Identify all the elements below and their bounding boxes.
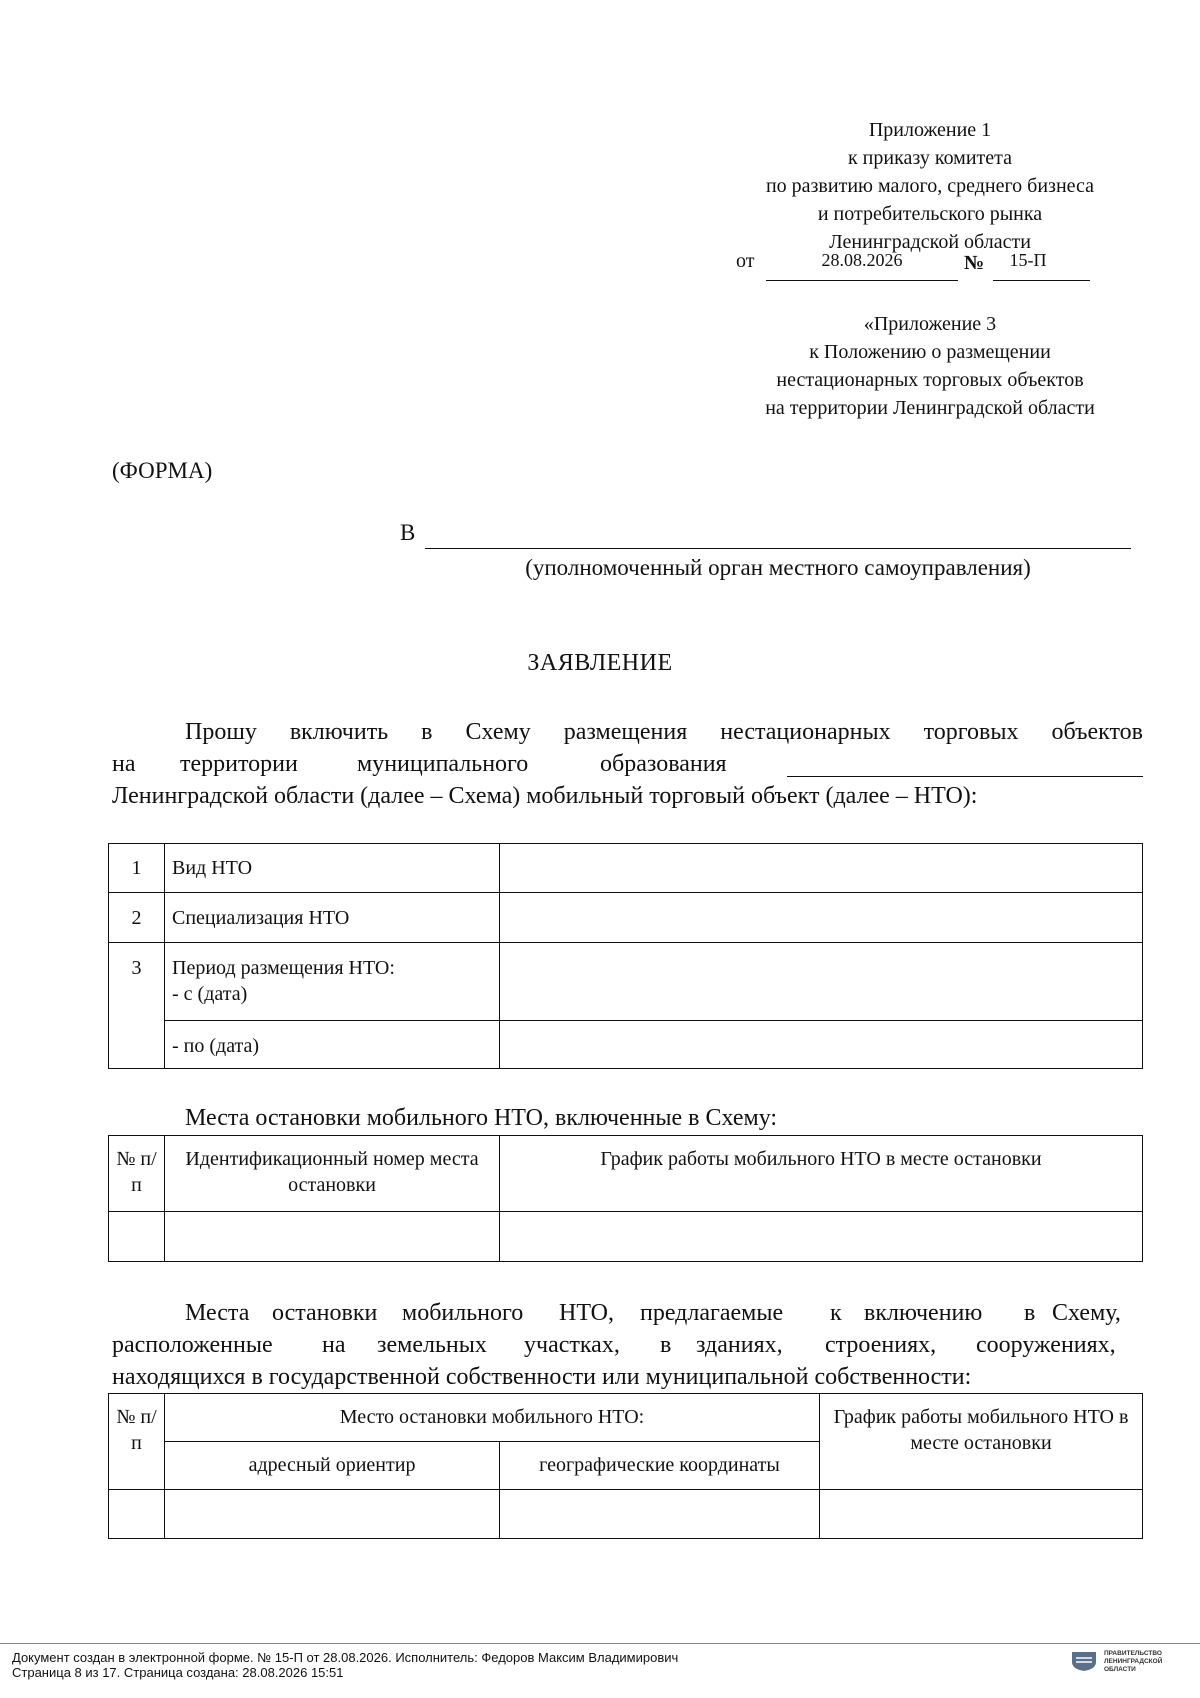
footer-text: [12, 1650, 678, 1680]
row-value-cell[interactable]: [500, 893, 1143, 943]
intro-word: территории: [180, 751, 298, 777]
appendix-line: к Положению о размещении: [809, 341, 1051, 363]
row-label: Специализация НТО: [165, 893, 500, 943]
footer-line-2: Страница 8 из 17. Страница создана: 28.08.2026 15:51: [12, 1665, 344, 1680]
header-line: по развитию малого, среднего бизнеса: [765, 175, 1095, 197]
table-row: [109, 893, 1143, 943]
section3-line-3: находящихся в государственной собственности или муниципальной собственности:: [112, 1364, 972, 1390]
row-label: Вид НТО: [165, 844, 500, 893]
period-to-label: - по (дата): [165, 1021, 500, 1069]
appendix-line: на территории Ленинградской области: [765, 397, 1095, 419]
addressee-underline: [425, 548, 1131, 549]
document-title: ЗАЯВЛЕНИЕ: [527, 650, 673, 676]
empty-cell[interactable]: [165, 1490, 500, 1539]
section3-word: Места: [185, 1300, 250, 1326]
section3-word: на: [322, 1332, 346, 1358]
col-header-schedule: График работы мобильного НТО в месте остановки: [820, 1394, 1143, 1490]
date-prefix: от: [736, 250, 755, 272]
row-label: [165, 943, 500, 1021]
section2-heading: Места остановки мобильного НТО, включенные в Схему:: [185, 1105, 778, 1131]
order-number: 15-П: [1009, 250, 1047, 270]
section3-word: зданиях,: [696, 1332, 783, 1358]
addressee-caption: (уполномоченный орган местного самоуправления): [525, 555, 1031, 580]
table-header-row: [109, 1394, 1143, 1442]
date-underline: [766, 280, 958, 281]
empty-cell[interactable]: [500, 1212, 1143, 1262]
appendix-line: нестационарных торговых объектов: [776, 369, 1084, 391]
col-header-address: адресный ориентир: [165, 1442, 500, 1490]
section3-paragraph: [112, 1297, 1143, 1393]
empty-cell[interactable]: [109, 1212, 165, 1262]
row-number: 1: [109, 844, 165, 893]
row-value-cell[interactable]: [500, 1021, 1143, 1069]
intro-line-1: Прошу включить в Схему размещения нестационарных торговых объектов: [185, 719, 1143, 745]
col-header-coords: географические координаты: [500, 1442, 820, 1490]
section3-word: участках,: [524, 1332, 620, 1358]
row-value-cell[interactable]: [500, 943, 1143, 1021]
proposed-stops-table: [108, 1393, 1143, 1539]
section3-word: строениях,: [825, 1332, 937, 1358]
col-header-num: № п/п: [109, 1394, 165, 1490]
section3-word: земельных: [377, 1332, 487, 1358]
col-header-num: № п/п: [109, 1136, 165, 1212]
header-line: Приложение 1: [868, 119, 992, 141]
empty-cell[interactable]: [500, 1490, 820, 1539]
government-logo-text: ПРАВИТЕЛЬСТВО ЛЕНИНГРАДСКОЙ ОБЛАСТИ: [1104, 1650, 1163, 1673]
addressee-prefix: В: [400, 520, 416, 545]
section3-word: включению: [864, 1300, 983, 1326]
empty-cell[interactable]: [165, 1212, 500, 1262]
col-header-id: Идентификационный номер места остановки: [165, 1136, 500, 1212]
government-emblem-icon: [1070, 1650, 1098, 1672]
header-line: к приказу комитета: [847, 147, 1013, 169]
row-number: 2: [109, 893, 165, 943]
table-row: [109, 943, 1143, 1021]
col-header-place: Место остановки мобильного НТО:: [165, 1394, 820, 1442]
footer-divider: [0, 1643, 1200, 1644]
header-block: [700, 116, 1160, 256]
intro-word: на: [112, 751, 136, 777]
section3-word: сооружениях,: [976, 1332, 1116, 1358]
included-stops-table: [108, 1135, 1143, 1262]
section3-word: мобильного: [402, 1300, 524, 1326]
order-date: 28.08.2026: [821, 250, 903, 270]
section3-word: предлагаемые: [640, 1300, 784, 1326]
col-header-schedule: График работы мобильного НТО в месте остановки: [500, 1136, 1143, 1212]
section3-word: НТО,: [559, 1300, 615, 1326]
row-number: 3: [109, 943, 165, 1069]
empty-cell[interactable]: [109, 1490, 165, 1539]
period-label: Период размещения НТО:: [172, 957, 395, 979]
appendix-block: [700, 310, 1160, 422]
intro-line-2: [112, 748, 1143, 780]
header-line: Ленинградской области: [829, 231, 1031, 253]
number-underline: [993, 280, 1090, 281]
period-from-label: - с (дата): [172, 983, 248, 1005]
section3-line-1: [112, 1297, 1143, 1329]
intro-word: образования: [600, 751, 727, 777]
row-value-cell[interactable]: [500, 844, 1143, 893]
header-line: и потребительского рынка: [817, 203, 1043, 225]
intro-word: муниципального: [357, 751, 529, 777]
section3-line-2: [112, 1329, 1143, 1361]
nto-info-table: [108, 843, 1143, 1069]
section3-word: в: [660, 1332, 672, 1358]
table-row: [109, 1021, 1143, 1069]
number-prefix: №: [964, 252, 985, 274]
section3-word: расположенные: [112, 1332, 273, 1358]
section3-word: Схему,: [1052, 1300, 1121, 1326]
section3-word: остановки: [272, 1300, 378, 1326]
intro-line-3: Ленинградской области (далее – Схема) мобильный торговый объект (далее – НТО):: [112, 783, 978, 809]
form-label: (ФОРМА): [112, 458, 213, 483]
section3-word: к: [830, 1300, 842, 1326]
section3-word: в: [1024, 1300, 1036, 1326]
table-header-row: [109, 1136, 1143, 1212]
empty-cell[interactable]: [820, 1490, 1143, 1539]
table-row: [109, 1490, 1143, 1539]
municipality-underline: [787, 776, 1143, 777]
table-row: [109, 1212, 1143, 1262]
table-row: [109, 844, 1143, 893]
intro-paragraph: [112, 716, 1143, 812]
footer-line-1: Документ создан в электронной форме. № 15-П от 28.08.2026. Исполнитель: Федоров Максим Владимирович: [12, 1650, 679, 1665]
appendix-line: «Приложение 3: [863, 313, 997, 335]
